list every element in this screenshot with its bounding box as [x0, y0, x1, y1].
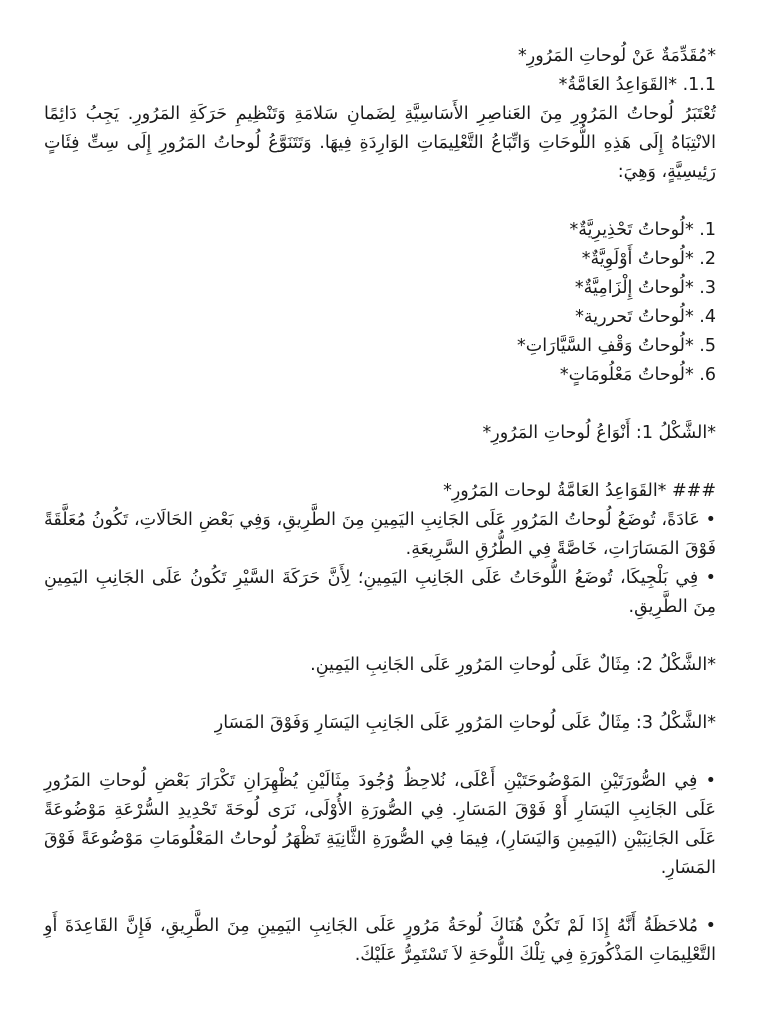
bullet-belgium: • فِي بَلْجِيكَا، تُوضَعُ اللُّوحَاتُ عَلَى الجَانِبِ اليَمِينِ؛ لِأَنَّ حَرَكَةَ السَّيْرِ تَكُونُ عَلَى الجَانِبِ اليَمِينِ مِنَ الطَّرِيقِ. [44, 568, 716, 617]
section-heading: 1.1. *القَوَاعِدُ العَامَّةُ* [558, 75, 716, 95]
bullet-placement: • عَادَةً، تُوضَعُ لُوحاتُ المَرُورِ عَلَى الجَانِبِ اليَمِينِ مِنَ الطَّرِيقِ، وَفِي بَعْضِ الحَالَاتِ، تَكُونُ مُعَلَّقَةً فَوْقَ المَسَارَاتِ، خَاصَّةً فِي الطُّرُقِ السَّرِيعَةِ. [44, 510, 716, 559]
general-rules-heading: ### *القَوَاعِدُ العَامَّةُ لوحات المَرُورِ* [443, 481, 716, 501]
figure-1-caption: *الشَّكْلُ 1: أَنْوَاعُ لُوحاتِ المَرُورِ* [482, 423, 716, 443]
spacer [44, 883, 716, 912]
bullet-note: • مُلاحَظَةُ أَنَّهُ إِذَا لَمْ تَكُنْ هُنَاكَ لُوحَةُ مَرُورٍ عَلَى الجَانِبِ اليَمِينِ مِنَ الطَّرِيقِ، فَإِنَّ القَاعِدَةَ أَوِ التَّعْلِيمَاتِ المَذْكُورَةِ فِي تِلْكَ اللُّوحَةِ لاَ تَسْتَمِرُّ عَلَيْكَ. [44, 916, 716, 965]
sign-type-item: 3. *لُوحاتُ إِلْزَامِيَّةٌ* [574, 278, 716, 298]
sign-type-item: 2. *لُوحاتُ أَوْلَوِيَّةٌ* [581, 249, 716, 269]
sign-type-item: 5. *لُوحاتُ وَقْفِ السَّيَّارَاتِ* [516, 336, 716, 356]
spacer [44, 738, 716, 767]
figure-2-caption: *الشَّكْلُ 2: مِثَالٌ عَلَى لُوحاتِ المَرُورِ عَلَى الجَانِبِ اليَمِينِ. [310, 655, 716, 675]
intro-paragraph: تُعْتَبَرُ لُوحاتُ المَرُورِ مِنَ العَناصِرِ الأَسَاسِيَّةِ لِضَمانِ سَلامَةِ وَتَنْظِيمِ حَرَكَةِ المَرُورِ. يَجِبُ دَائِمًا الانْتِبَاهُ إِلَى هَذِهِ اللُّوحَاتِ وَاتِّبَاعُ التَّعْلِيمَاتِ الوَارِدَةِ فِيهَا. وَتَتَنَوَّعُ لُوحاتُ المَرُورِ إِلَى سِتِّ فِئَاتٍ رَئِيسِيَّةٍ، وَهِيَ: [44, 104, 716, 182]
sign-type-item: 4. *لُوحاتُ تَحررية* [575, 307, 716, 327]
bullet-figures-explanation: • فِي الصُّورَتَيْنِ المَوْضُوحَتَيْنِ أَعْلَى، نُلاحِظُ وُجُودَ مِثَالَيْنِ يُظْهِرَانِ تَكْرَارَ بَعْضِ لُوحاتِ المَرُورِ عَلَى الجَانِبِ اليَسَارِ أَوْ فَوْقَ المَسَارِ. فِي الصُّورَةِ الأُوْلَى، نَرَى لُوحَةَ تَحْدِيدِ السُّرْعَةِ مَوْضُوعَةً عَلَى الجَانِبَيْنِ (اليَمِينِ وَاليَسَارِ)، فِيمَا فِي الصُّورَةِ الثَّانِيَةِ تَظْهَرُ لُوحاتُ المَعْلُومَاتِ مَوْضُوعَةً فَوْقَ المَسَارِ. [44, 771, 716, 878]
sign-types-list [44, 216, 716, 390]
spacer [44, 390, 716, 419]
figure-3-caption: *الشَّكْلُ 3: مِثَالٌ عَلَى لُوحاتِ المَرُورِ عَلَى الجَانِبِ اليَسَارِ وَفَوْقَ المَسَارِ [214, 713, 716, 733]
spacer [44, 448, 716, 477]
sign-type-item: 1. *لُوحاتُ تَحْذِيرِيَّةٌ* [569, 220, 716, 240]
spacer [44, 680, 716, 709]
document-title: *مُقَدِّمَةٌ عَنْ لُوحاتِ المَرُورِ* [518, 46, 716, 66]
spacer [44, 187, 716, 216]
spacer [44, 622, 716, 651]
sign-type-item: 6. *لُوحاتُ مَعْلُومَاتٍ* [559, 365, 716, 385]
